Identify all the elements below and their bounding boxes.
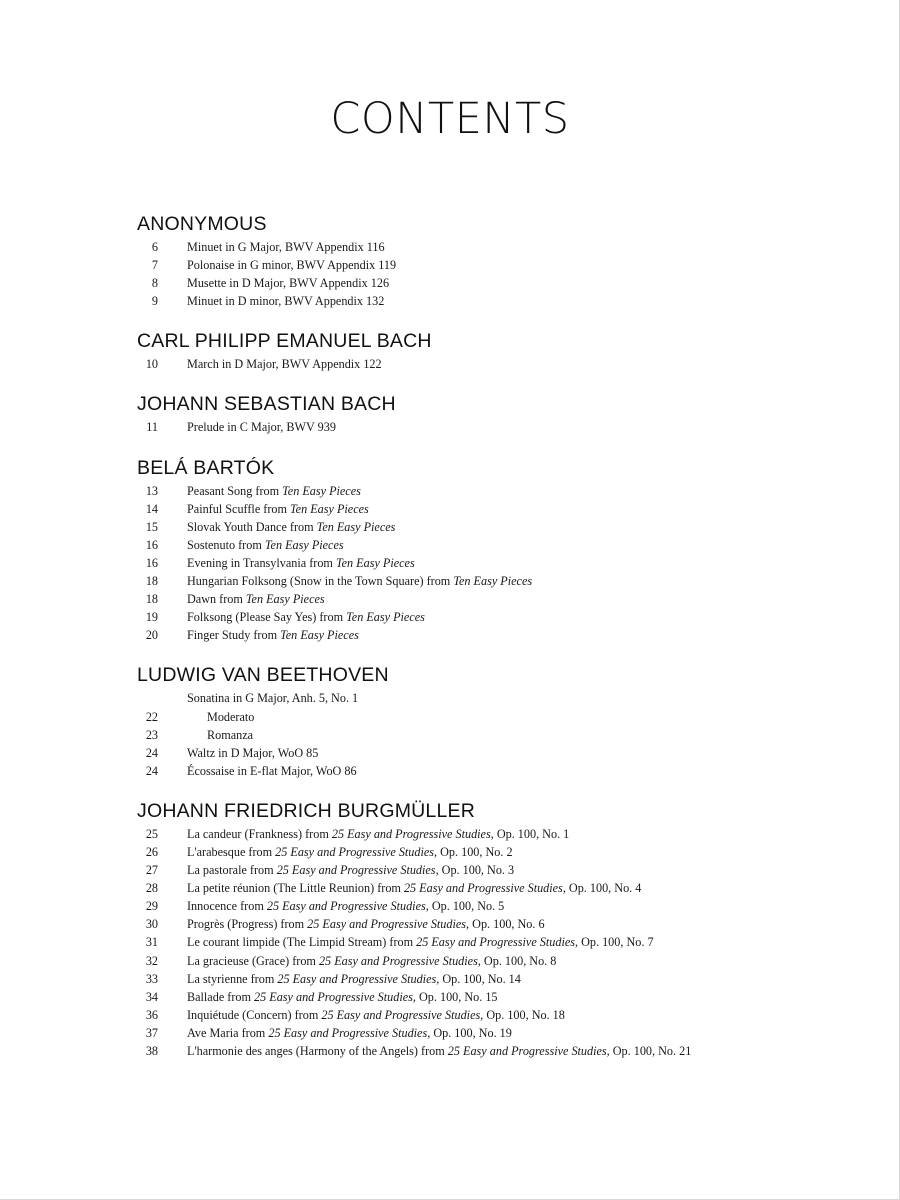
- entry-opus-number: , Op. 100, No. 5: [425, 899, 505, 914]
- entry-title: [158, 744, 318, 762]
- entry-page-number: 36: [145, 1007, 158, 1022]
- entry-collection-title: 25 Easy and Progressive Studies: [321, 1007, 481, 1022]
- toc-entry[interactable]: [137, 708, 877, 726]
- table-of-contents: [137, 210, 877, 1077]
- entry-collection-title: Ten Easy Pieces: [290, 501, 369, 516]
- entry-collection-title: Ten Easy Pieces: [245, 592, 325, 607]
- entry-title: [158, 590, 325, 608]
- entry-collection-title: 25 Easy and Progressive Studies: [275, 844, 435, 859]
- entry-collection-title: 25 Easy and Progressive Studies: [331, 826, 491, 841]
- entry-title: [158, 933, 654, 951]
- toc-entry[interactable]: [137, 879, 877, 897]
- entry-opus-number: , Op. 100, No. 19: [427, 1025, 512, 1040]
- entry-title-text: Peasant Song from: [187, 483, 283, 498]
- entry-page-number: 6: [151, 240, 158, 254]
- entry-page-number: 33: [145, 971, 158, 986]
- entry-title-text: Écossaise in E-flat Major, WoO 86: [187, 763, 357, 778]
- entry-title-text: Innocence from: [187, 899, 267, 914]
- entry-collection-title: Ten Easy Pieces: [316, 519, 396, 534]
- composer-section: [137, 327, 877, 373]
- entry-collection-title: Ten Easy Pieces: [346, 610, 425, 625]
- entry-title-text: Dawn from: [187, 592, 246, 607]
- entry-title-text: Romanza: [207, 727, 254, 742]
- entry-title: [158, 274, 389, 292]
- entry-collection-title: Ten Easy Pieces: [264, 537, 344, 552]
- entry-page-number: 34: [145, 989, 158, 1004]
- entry-title: [158, 825, 569, 843]
- composer-heading: JOHANN FRIEDRICH BURGMÜLLER: [137, 799, 476, 822]
- toc-entry[interactable]: [137, 256, 877, 274]
- entry-opus-number: , Op. 100, No. 2: [434, 844, 513, 859]
- entry-title: [158, 626, 359, 644]
- toc-entry[interactable]: [137, 1024, 877, 1042]
- entry-title: [158, 238, 385, 256]
- entry-title: [158, 915, 545, 933]
- entry-collection-title: Ten Easy Pieces: [335, 555, 415, 570]
- entry-title-text: Painful Scuffle from: [187, 501, 291, 516]
- entry-page-number: 7: [151, 258, 158, 273]
- entry-page-number: 8: [151, 276, 158, 291]
- entry-title: [158, 879, 641, 897]
- entry-page-number: 37: [145, 1025, 158, 1040]
- entry-title-text: L'arabesque from: [187, 844, 276, 859]
- toc-entry[interactable]: [137, 933, 877, 951]
- entry-title-text: Polonaise in G minor, BWV Appendix 119: [187, 258, 397, 273]
- entry-page-number: 9: [151, 294, 158, 309]
- toc-entry[interactable]: [137, 970, 877, 988]
- entry-opus-number: , Op. 100, No. 1: [490, 826, 570, 841]
- toc-entry[interactable]: [137, 843, 877, 861]
- entry-title: [158, 482, 361, 500]
- entry-title-text: Musette in D Major, BWV Appendix 126: [187, 276, 390, 291]
- entry-title-text: Inquiétude (Concern) from: [187, 1007, 322, 1022]
- entry-opus-number: , Op. 100, No. 14: [436, 971, 521, 986]
- entry-page-number: 30: [145, 917, 158, 932]
- entry-title: [158, 952, 556, 970]
- entry-title: [158, 608, 425, 626]
- entry-page-number: 31: [145, 935, 158, 950]
- entry-title: [158, 726, 253, 744]
- entry-collection-title: Ten Easy Pieces: [282, 483, 361, 498]
- entry-opus-number: , Op. 100, No. 21: [606, 1044, 692, 1058]
- entry-opus-number: , Op. 100, No. 4: [562, 881, 642, 896]
- entry-title: [158, 970, 521, 988]
- entry-title-text: Progrès (Progress) from: [187, 917, 308, 932]
- toc-entry[interactable]: [137, 554, 877, 572]
- toc-entry[interactable]: [137, 238, 877, 256]
- entry-page-number: 26: [145, 844, 158, 859]
- entry-title-text: Le courant limpide (The Limpid Stream) from: [187, 935, 417, 950]
- toc-entry[interactable]: [137, 988, 877, 1006]
- entry-title-text: La gracieuse (Grace) from: [187, 953, 319, 968]
- toc-entry[interactable]: [137, 1006, 877, 1024]
- entry-page-number: 18: [145, 574, 158, 589]
- entry-page-number: 13: [145, 483, 158, 498]
- entry-page-number: 38: [145, 1044, 158, 1058]
- entry-title-text: La pastorale from: [187, 863, 277, 878]
- entry-page-number: 24: [145, 745, 158, 760]
- toc-entry[interactable]: [137, 274, 877, 292]
- entry-title: [158, 1024, 512, 1042]
- toc-entry[interactable]: [137, 626, 877, 644]
- entry-title-text: Hungarian Folksong (Snow in the Town Square) from: [187, 574, 454, 589]
- entry-page-number: 22: [145, 709, 158, 724]
- entry-title: [158, 256, 396, 274]
- entry-opus-number: , Op. 100, No. 3: [435, 863, 515, 878]
- toc-entry[interactable]: [137, 825, 877, 843]
- toc-entry[interactable]: [137, 726, 877, 744]
- entry-title-text: Slovak Youth Dance from: [187, 519, 317, 534]
- entry-title: [158, 689, 358, 707]
- composer-section: [137, 797, 877, 1060]
- entry-page-number: 19: [145, 610, 158, 625]
- toc-entry[interactable]: [137, 762, 877, 780]
- entry-collection-title: 25 Easy and Progressive Studies: [403, 881, 563, 896]
- entry-opus-number: , Op. 100, No. 6: [466, 917, 545, 932]
- entry-page-number: 32: [145, 953, 158, 968]
- toc-entry[interactable]: [137, 608, 877, 626]
- entry-opus-number: , Op. 100, No. 8: [477, 953, 557, 968]
- composer-heading: JOHANN SEBASTIAN BACH: [137, 393, 396, 416]
- entry-title-text: La styrienne from: [187, 971, 278, 986]
- entry-title-text: Sonatina in G Major, Anh. 5, No. 1: [187, 691, 359, 706]
- entry-page-number: 23: [145, 727, 158, 742]
- entry-title-text: March in D Major, BWV Appendix 122: [187, 357, 382, 372]
- entry-title: [158, 518, 395, 536]
- toc-entry[interactable]: [137, 500, 877, 518]
- entry-title-text: Folksong (Please Say Yes) from: [187, 610, 347, 625]
- entry-title: [158, 1006, 565, 1024]
- entry-title-text: Minuet in D minor, BWV Appendix 132: [187, 294, 385, 309]
- toc-entry[interactable]: [137, 536, 877, 554]
- composer-heading: LUDWIG VAN BEETHOVEN: [137, 664, 389, 687]
- toc-entry[interactable]: [137, 292, 877, 310]
- entry-page-number: 28: [145, 881, 158, 896]
- toc-entry[interactable]: [137, 355, 877, 373]
- composer-heading: BELÁ BARTÓK: [137, 456, 275, 479]
- toc-entry[interactable]: [137, 1042, 877, 1060]
- composer-heading: CARL PHILIPP EMANUEL BACH: [137, 330, 432, 353]
- entry-title: [158, 897, 504, 915]
- entry-page-number: 11: [146, 420, 158, 435]
- entry-page-number: 27: [145, 863, 158, 878]
- entry-title: [158, 554, 415, 572]
- composer-section: [137, 210, 877, 310]
- entry-title: [158, 861, 514, 879]
- entry-title: [158, 988, 498, 1006]
- composer-section: [137, 454, 877, 645]
- entry-title: [158, 762, 357, 780]
- entry-page-number: 10: [145, 357, 158, 372]
- entry-collection-title: 25 Easy and Progressive Studies: [266, 899, 426, 914]
- toc-entry[interactable]: [137, 897, 877, 915]
- composer-section: [137, 661, 877, 779]
- toc-entry[interactable]: [137, 418, 877, 436]
- entry-title-text: La petite réunion (The Little Reunion) from: [187, 881, 404, 896]
- entry-title-text: Prelude in C Major, BWV 939: [187, 420, 336, 435]
- entry-title: [158, 536, 344, 554]
- entry-collection-title: 25 Easy and Progressive Studies: [318, 953, 478, 968]
- toc-entry[interactable]: [137, 482, 877, 500]
- entry-title-text: Finger Study from: [187, 628, 281, 643]
- entry-title: [158, 708, 254, 726]
- entry-title-text: Waltz in D Major, WoO 85: [187, 745, 319, 760]
- entry-title-text: Evening in Transylvania from: [187, 555, 336, 570]
- entry-collection-title: 25 Easy and Progressive Studies: [276, 863, 436, 878]
- entry-opus-number: , Op. 100, No. 15: [412, 989, 498, 1004]
- entry-title: [158, 355, 382, 373]
- entry-title: [158, 500, 369, 518]
- entry-collection-title: 25 Easy and Progressive Studies: [268, 1025, 428, 1040]
- toc-entry[interactable]: [137, 518, 877, 536]
- entry-title-text: Moderato: [207, 709, 255, 724]
- entry-collection-title: 25 Easy and Progressive Studies: [447, 1044, 607, 1058]
- entry-page-number: 16: [145, 537, 158, 552]
- entry-page-number: 18: [145, 592, 158, 607]
- entry-collection-title: 25 Easy and Progressive Studies: [416, 935, 575, 950]
- entry-title: [158, 572, 532, 590]
- entry-collection-title: 25 Easy and Progressive Studies: [277, 971, 437, 986]
- entry-opus-number: , Op. 100, No. 7: [575, 935, 654, 950]
- toc-entry[interactable]: [137, 861, 877, 879]
- entry-opus-number: , Op. 100, No. 18: [480, 1007, 565, 1022]
- entry-page-number: 25: [145, 826, 158, 841]
- entry-title-text: Ballade from: [187, 989, 255, 1004]
- entry-title-text: Minuet in G Major, BWV Appendix 116: [187, 240, 385, 254]
- toc-entry[interactable]: [137, 744, 877, 762]
- entry-page-number: 29: [145, 899, 158, 914]
- entry-title-text: Sostenuto from: [187, 537, 265, 552]
- toc-entry[interactable]: [137, 952, 877, 970]
- entry-collection-title: 25 Easy and Progressive Studies: [307, 917, 467, 932]
- entry-title: [158, 843, 513, 861]
- entry-page-number: 20: [145, 628, 158, 643]
- entry-title-text: Ave Maria from: [187, 1025, 269, 1040]
- entry-page-number: 16: [145, 555, 158, 570]
- toc-entry[interactable]: [137, 689, 877, 707]
- entry-collection-title: Ten Easy Pieces: [453, 574, 533, 589]
- page-title: CONTENTS: [330, 94, 570, 144]
- entry-title-text: L'harmonie des anges (Harmony of the Angels) from: [187, 1044, 448, 1058]
- entry-collection-title: 25 Easy and Progressive Studies: [254, 989, 413, 1004]
- composer-heading: ANONYMOUS: [137, 213, 267, 235]
- entry-page-number: [137, 689, 158, 707]
- composer-section: [137, 390, 877, 436]
- entry-page-number: 15: [145, 519, 158, 534]
- entry-page-number: 24: [145, 763, 158, 778]
- toc-entry[interactable]: [137, 590, 877, 608]
- entry-collection-title: Ten Easy Pieces: [280, 628, 359, 643]
- entry-title: [158, 292, 384, 310]
- entry-title: [158, 418, 336, 436]
- toc-entry[interactable]: [137, 572, 877, 590]
- toc-entry[interactable]: [137, 915, 877, 933]
- entry-title: [158, 1042, 691, 1060]
- entry-page-number: 14: [145, 501, 158, 516]
- entry-title-text: La candeur (Frankness) from: [187, 826, 332, 841]
